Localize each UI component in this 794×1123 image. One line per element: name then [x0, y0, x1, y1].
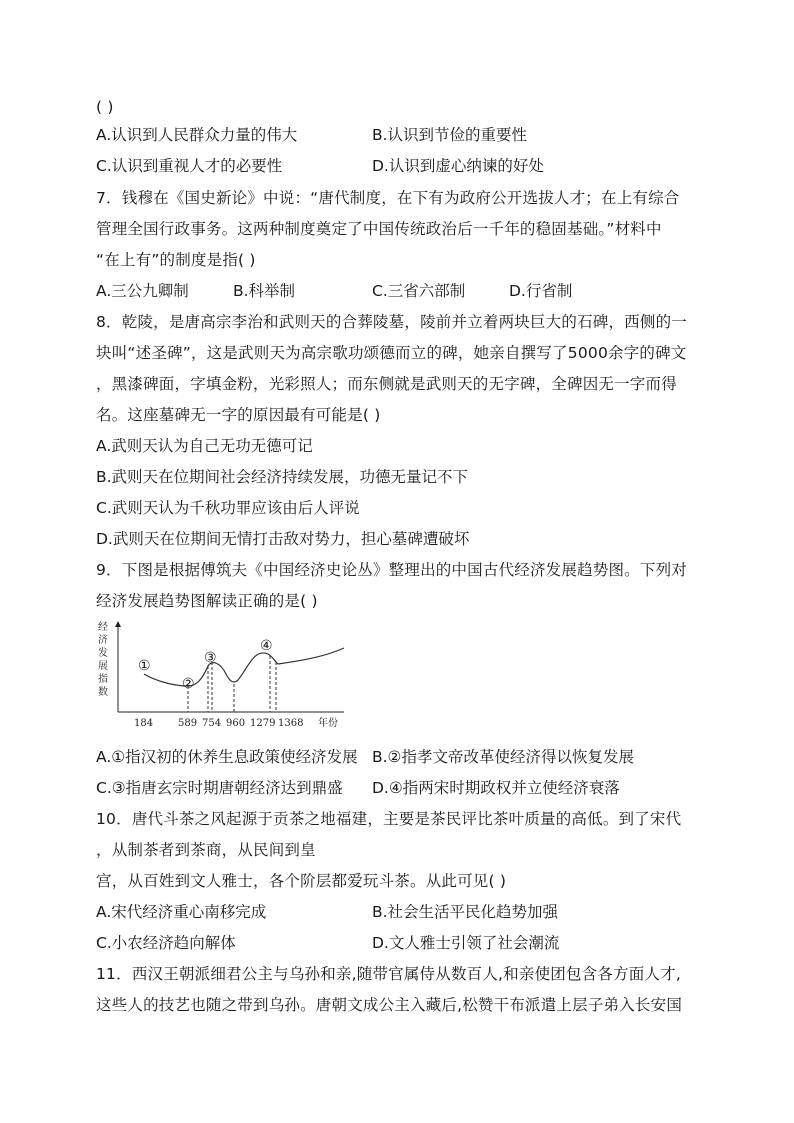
x-axis-label: 年份	[318, 718, 338, 729]
economic-trend-chart	[92, 616, 352, 736]
q11-line-1: 11．西汉王朝派细君公主与乌孙和亲,随带官属侍从数百人,和亲使团包含各方面人才,	[96, 965, 682, 983]
q6-option-b[interactable]: B.认识到节俭的重要性	[372, 126, 528, 144]
q9-option-c[interactable]: C.③指唐玄宗时期唐朝经济达到鼎盛	[96, 779, 343, 797]
q10-line-3: 宫，从百姓到文人雅士，各个阶层都爱玩斗茶。从此可见( )	[96, 872, 507, 890]
x-tick-589: 589	[178, 718, 198, 729]
q6-option-c[interactable]: C.认识到重视人才的必要性	[96, 157, 283, 175]
q10-option-a[interactable]: A.宋代经济重心南移完成	[96, 903, 267, 921]
q10-line-1: 10．唐代斗茶之风起源于贡茶之地福建，主要是茶民评比茶叶质量的高低。到了宋代	[96, 810, 682, 828]
q10-option-b[interactable]: B.社会生活平民化趋势加强	[372, 903, 559, 921]
q7-option-d[interactable]: D.行省制	[509, 282, 573, 300]
x-tick-960: 960	[226, 718, 246, 729]
marker-3: ③	[204, 650, 217, 666]
q10-option-c[interactable]: C.小农经济趋向解体	[96, 934, 236, 952]
q9-line-2: 经济发展趋势图解读正确的是( )	[96, 592, 318, 610]
q9-option-d[interactable]: D.④指两宋时期政权并立使经济衰落	[372, 779, 620, 797]
q8-option-a[interactable]: A.武则天认为自己无功无德可记	[96, 437, 313, 455]
q11-line-2: 这些人的技艺也随之带到乌孙。唐朝文成公主入藏后,松赞干布派遣上层子弟入长安国	[96, 996, 683, 1014]
marker-2: ②	[182, 676, 195, 692]
x-tick-184: 184	[134, 718, 154, 729]
q8-option-c[interactable]: C.武则天认为千秋功罪应该由后人评说	[96, 499, 360, 517]
y-axis-label-char: 展	[98, 661, 108, 672]
q8-line-2: 块叫“述圣碑”，这是武则天为高宗歌功颂德而立的碑，她亲自撰写了5000余字的碑文	[96, 344, 687, 362]
y-axis-label-char: 经	[98, 622, 108, 633]
x-tick-754: 754	[202, 718, 222, 729]
q8-line-4: 名。这座墓碑无一字的原因最有可能是( )	[96, 406, 381, 424]
q8-option-d[interactable]: D.武则天在位期间无情打击敌对势力，担心墓碑遭破坏	[96, 530, 470, 548]
q7-option-c[interactable]: C.三省六部制	[372, 282, 466, 300]
q10-line-2: ，从制茶者到茶商，从民间到皇	[96, 841, 316, 859]
marker-4: ④	[260, 638, 273, 654]
marker-1: ①	[138, 658, 151, 674]
trend-line	[144, 648, 344, 686]
q7-line-2: 管理全国行政事务。这两种制度奠定了中国传统政治后一千年的稳固基础。”材料中	[96, 220, 662, 238]
svg-text:经济发展指数	[98, 621, 108, 698]
q7-line-1: 7．钱穆在《国史新论》中说：“唐代制度，在下有为政府公开选拔人才；在上有综合	[96, 189, 680, 207]
q9-option-b[interactable]: B.②指孝文帝改革使经济得以恢复发展	[372, 748, 634, 766]
x-tick-1279: 1279	[250, 718, 276, 729]
q7-line-3: “在上有”的制度是指( )	[96, 251, 256, 269]
q10-option-d[interactable]: D.文人雅士引领了社会潮流	[372, 934, 560, 952]
q7-option-a[interactable]: A.三公九卿制	[96, 282, 189, 300]
q7-option-b[interactable]: B.科举制	[233, 282, 296, 300]
q6-option-d[interactable]: D.认识到虚心纳谏的好处	[372, 157, 544, 175]
q8-option-b[interactable]: B.武则天在位期间社会经济持续发展，功德无量记不下	[96, 468, 469, 486]
q8-line-3: ，黑漆碑面，字填金粉，光彩照人；而东侧就是武则天的无字碑，全碑因无一字而得	[96, 375, 677, 393]
q6-stem: ( )	[96, 98, 114, 116]
q6-option-a[interactable]: A.认识到人民群众力量的伟大	[96, 126, 298, 144]
x-tick-1368: 1368	[278, 718, 304, 729]
y-axis-label-char: 数	[98, 687, 108, 698]
y-axis-label-char: 济	[98, 635, 108, 646]
q9-option-a[interactable]: A.①指汉初的休养生息政策使经济发展	[96, 748, 358, 766]
y-axis-label	[98, 621, 108, 698]
q9-line-1: 9．下图是根据傅筑夫《中国经济史论丛》整理出的中国古代经济发展趋势图。下列对	[96, 561, 687, 579]
y-axis-label-char: 指	[98, 674, 108, 685]
q8-line-1: 8．乾陵，是唐高宗李治和武则天的合葬陵墓，陵前并立着两块巨大的石碑，西侧的一	[96, 313, 687, 331]
y-axis-label-char: 发	[98, 648, 108, 659]
